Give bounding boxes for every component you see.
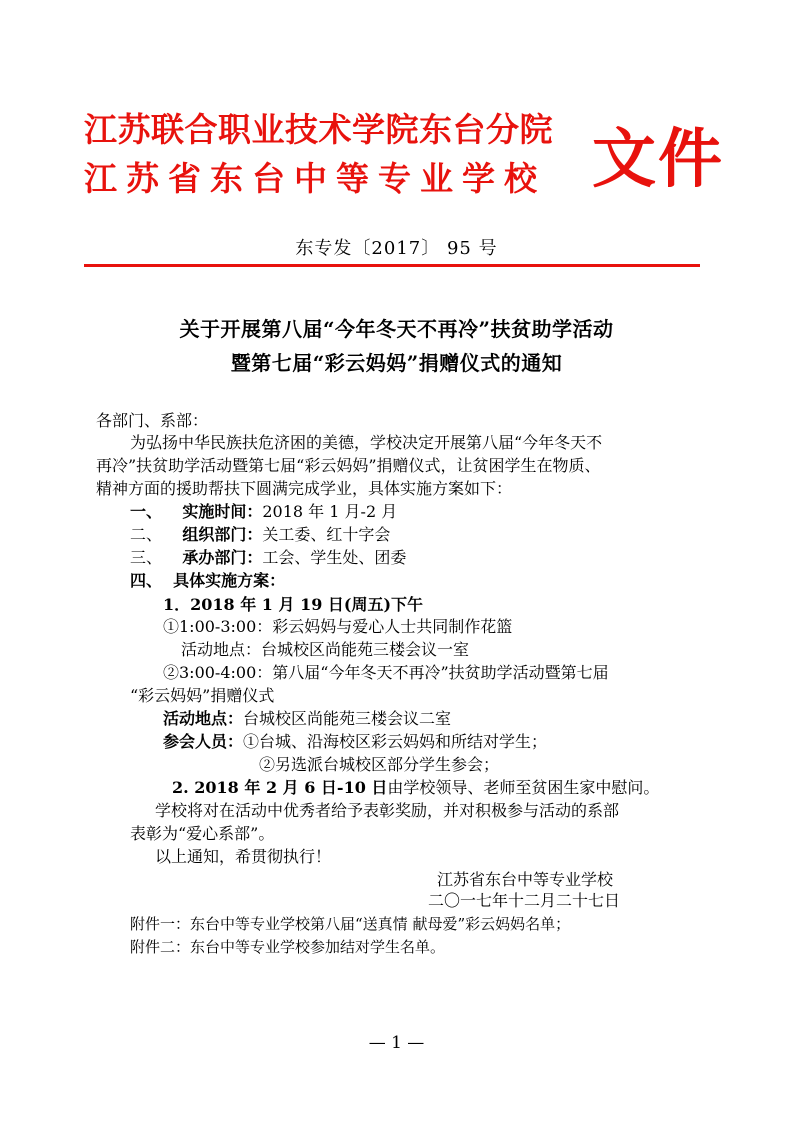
- section-host: [130, 547, 406, 569]
- document-word: 文件: [592, 122, 724, 197]
- section-value: 关工委、红十字会: [262, 525, 391, 544]
- section-label: 实施时间：: [182, 502, 263, 521]
- plan-item1-activity-b-cont: “彩云妈妈”捐赠仪式: [130, 686, 275, 705]
- section-value: 工会、学生处、团委: [262, 548, 407, 567]
- section-number: 四、: [130, 571, 163, 590]
- reward-line: 表彰为“爱心系部”。: [130, 824, 275, 843]
- place-value: 台城校区尚能苑三楼会议二室: [243, 709, 452, 728]
- intro-line: 再冷”扶贫助学活动暨第七届“彩云妈妈”捐赠仪式，让贫困学生在物质、: [96, 456, 601, 475]
- attendees-value: ①台城、沿海校区彩云妈妈和所结对学生；: [243, 732, 548, 751]
- org-name-line2: 江苏省东台中等专业学校: [84, 159, 546, 198]
- plan-item1-activity-a-place: 活动地点：台城校区尚能苑三楼会议一室: [181, 640, 470, 659]
- section-number: 二、: [130, 525, 163, 544]
- plan-item1-activity-a: ①1:00-3:00：彩云妈妈与爱心人士共同制作花篮: [163, 617, 513, 636]
- salutation: 各部门、系部：: [96, 411, 209, 430]
- attachment-1: 附件一：东台中等专业学校第八届“送真情 献母爱”彩云妈妈名单；: [130, 915, 571, 933]
- notice-title-line2: 暨第七届“彩云妈妈”捐赠仪式的通知: [230, 351, 563, 375]
- page-number: — 1 —: [368, 1033, 425, 1053]
- red-divider: [84, 264, 700, 267]
- plan-item1-activity-b: ②3:00-4:00：第八届“今年冬天不再冷”扶贫助学活动暨第七届: [163, 663, 609, 682]
- intro-line: 为弘扬中华民族扶危济困的美德，学校决定开展第八届“今年冬天不: [130, 433, 603, 452]
- plan-item2-text: 由学校领导、老师至贫困生家中慰问。: [387, 778, 660, 797]
- closing-line: 以上通知，希贯彻执行！: [155, 847, 332, 866]
- plan-item1-activity-b-place: [163, 708, 451, 730]
- section-organizer: [130, 524, 390, 546]
- plan-item2: [172, 777, 659, 799]
- section-value: 2018 年 1 月-2 月: [262, 502, 398, 521]
- section-label: 具体实施方案：: [173, 571, 286, 590]
- section-number: 三、: [130, 548, 163, 567]
- signature-org: 江苏省东台中等专业学校: [437, 870, 614, 889]
- plan-item1-heading: 1．2018 年 1 月 19 日(周五)下午: [163, 595, 424, 614]
- attendees-label: 参会人员：: [163, 732, 244, 751]
- signature-date: 二〇一七年十二月二十七日: [428, 891, 621, 910]
- place-label: 活动地点：: [163, 709, 244, 728]
- section-label: 承办部门：: [182, 548, 263, 567]
- intro-line: 精神方面的援助帮扶下圆满完成学业，具体实施方案如下：: [96, 479, 513, 498]
- document-number: 东专发〔2017〕 95 号: [295, 238, 498, 259]
- notice-title-line1: 关于开展第八届“今年冬天不再冷”扶贫助学活动: [179, 317, 614, 341]
- section-implementation-time: [130, 501, 397, 523]
- reward-line: 学校将对在活动中优秀者给予表彰奖励，并对积极参与活动的系部: [155, 801, 620, 820]
- section-label: 组织部门：: [182, 525, 263, 544]
- section-plan: [130, 570, 285, 592]
- plan-item1-attendees: [163, 731, 547, 753]
- org-name-line1: 江苏联合职业技术学院东台分院: [84, 110, 553, 149]
- plan-item2-date: 2. 2018 年 2 月 6 日-10 日: [172, 778, 388, 797]
- section-number: 一、: [130, 502, 163, 521]
- attachment-2: 附件二：东台中等专业学校参加结对学生名单。: [130, 938, 446, 956]
- plan-item1-attendees-2: ②另选派台城校区部分学生参会；: [259, 755, 500, 774]
